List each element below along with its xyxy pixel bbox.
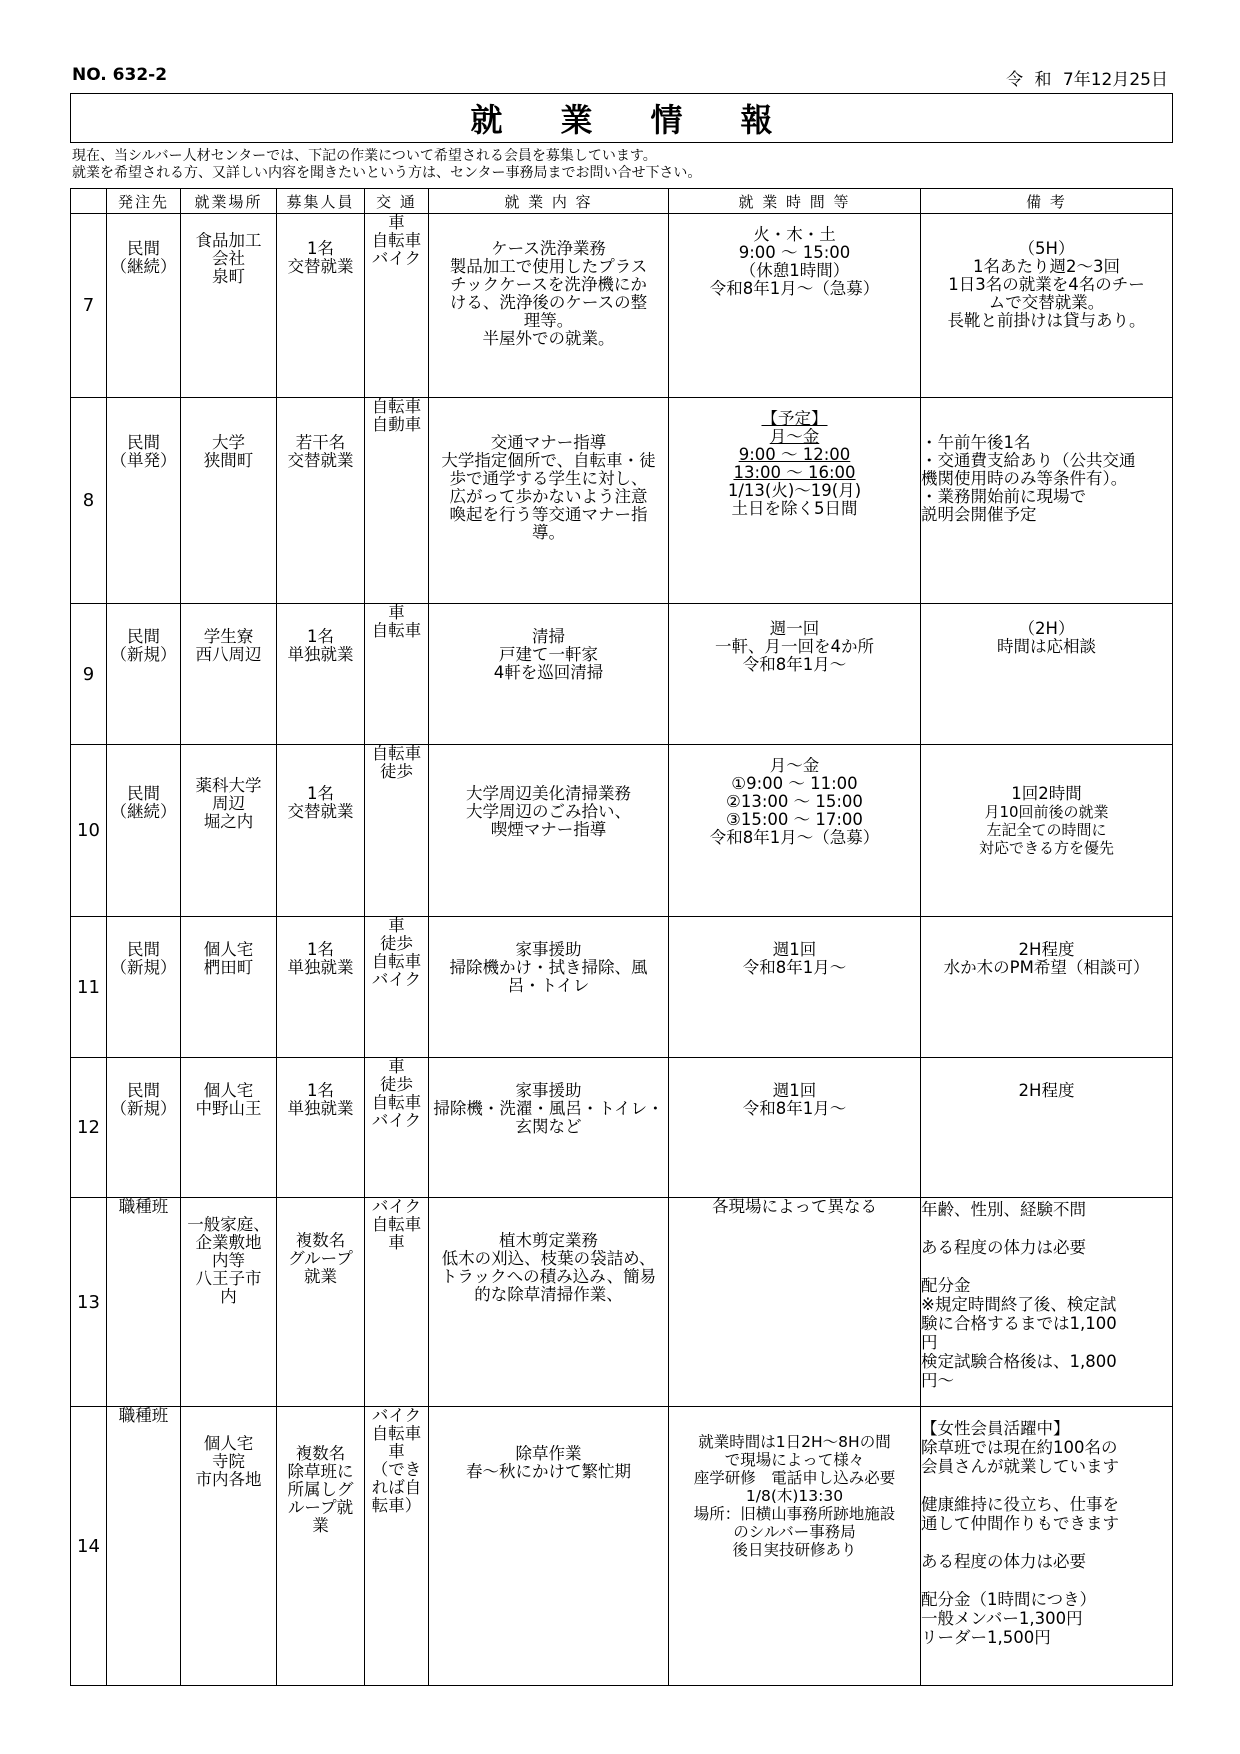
recruit-count: 1名 [307,784,334,803]
practical-training: 後日実技研修あり [732,1541,857,1559]
row-number: 10 [71,745,107,917]
transport-text: 自転車 自動車 [371,397,422,434]
row-number: 12 [71,1058,107,1198]
row-number: 8 [71,398,107,604]
place-cell [181,917,277,1058]
transport-text: 車 自転車 バイク [371,213,422,268]
work-hours: 週1回 [772,1081,817,1100]
work-hours: 各現場によって異なる [712,1197,877,1216]
client-type: 民間 [127,1081,160,1100]
place-name: 個人宅 [203,940,254,959]
col-header-time: 就 業 時 間 等 [669,189,921,214]
work-style: 除草班に 所属しグ ループ就 業 [287,1462,354,1535]
count-cell [277,604,365,745]
col-header-content: 就 業 内 容 [429,189,669,214]
transport-text: バイク 自転車 車 （でき れば自 転車） [371,1406,422,1515]
client-cell [107,604,181,745]
row-number: 7 [71,214,107,398]
place-name: 学生寮 [203,627,254,646]
notes-top: （2H） 時間は応相談 [997,619,1096,656]
table-row [71,604,1173,745]
start-date: 令和8年1月～（急募） [709,828,880,847]
client-cell [107,398,181,604]
recruit-count: 若干名 [295,433,346,452]
place-area: 市内各地 [195,1470,262,1489]
transport-cell [365,745,429,917]
work-style: 単独就業 [287,1099,354,1118]
place-name: 個人宅 [203,1081,254,1100]
count-cell [277,1407,365,1686]
col-header-no [71,189,107,214]
count-cell [277,398,365,604]
client-type: 民間 [127,940,160,959]
job-description: 春～秋にかけて繁忙期 [466,1462,631,1481]
time-cell [669,398,921,604]
row-number: 11 [71,917,107,1058]
col-header-notes: 備 考 [921,189,1173,214]
col-header-client: 発注先 [107,189,181,214]
transport-cell [365,1058,429,1198]
col-header-place: 就業場所 [181,189,277,214]
notes-cell [921,1058,1173,1198]
time-cell [669,745,921,917]
notes-text: 【女性会員活躍中】 除草班では現在約100名の 会員さんが就業しています 健康維持に役立ち、仕事を 通して仲間作りもできます ある程度の体力は必要 配分金（1時間につき） 一般メンバー1,300円 リーダー1,500円 [921,1419,1119,1647]
time-cell [669,1198,921,1407]
notes-top: 1回2時間 [1011,784,1082,803]
client-type: 職種班 [118,1406,169,1425]
job-title: ケース洗浄業務 [491,239,606,258]
place-area: 堀之内 [203,812,254,831]
notes-top: （5H） [1018,239,1075,258]
recruit-count: 複数名 [295,1444,346,1463]
place-area: 八王子市 内 [195,1269,262,1306]
transport-cell [365,1407,429,1686]
work-hours: 火・木・土 9:00 ～ 15:00 （休憩1時間） [738,225,851,280]
work-style: 単独就業 [287,645,354,664]
job-description: 大学指定個所で、自転車・徒 歩で通学する学生に対し、 広がって歩かないよう注意 喚起を行う等交通マナー指 導。 [441,451,656,542]
client-status: （継続） [110,257,177,276]
row-number: 13 [71,1198,107,1407]
place-area: 泉町 [212,267,245,286]
time-cell [669,604,921,745]
notes-cell [921,398,1173,604]
table-row [71,398,1173,604]
time-cell [669,1407,921,1686]
client-type: 職種班 [118,1197,169,1216]
job-table [70,188,1173,1686]
work-style: 交替就業 [287,802,354,821]
notes-cell [921,1198,1173,1407]
recruit-count: 1名 [307,940,334,959]
content-cell [429,1407,669,1686]
client-cell [107,214,181,398]
work-hours: 週1回 [772,940,817,959]
job-title: 家事援助 [515,1081,582,1100]
count-cell [277,917,365,1058]
table-row [71,1198,1173,1407]
client-cell [107,1058,181,1198]
client-status: （新規） [110,1099,177,1118]
place-cell [181,1058,277,1198]
intro-line-2: 就業を希望される方、又詳しい内容を聞きたいという方は、センター事務局までお問い合せ下さい。 [72,165,702,181]
place-cell [181,604,277,745]
job-title: 清掃 [532,627,565,646]
content-cell [429,1058,669,1198]
work-style: 交替就業 [287,451,354,470]
time-cell [669,917,921,1058]
count-cell [277,745,365,917]
job-description: 掃除機・洗濯・風呂・トイレ・ 玄関など [433,1099,664,1136]
transport-cell [365,398,429,604]
place-cell [181,745,277,917]
job-title: 植木剪定業務 [499,1231,598,1250]
content-cell [429,745,669,917]
place-cell [181,1407,277,1686]
notes-cell [921,1407,1173,1686]
place-name: 一般家庭、 企業敷地 内等 [187,1215,270,1270]
place-area: 椚田町 [203,958,254,977]
client-cell [107,1198,181,1407]
client-type: 民間 [127,433,160,452]
notes-cell [921,745,1173,917]
transport-cell [365,604,429,745]
table-row [71,214,1173,398]
work-style: 交替就業 [287,257,354,276]
intro-text [72,148,701,182]
notes-bottom: 月10回前後の就業 左記全ての時間に 対応できる方を優先 [978,803,1114,857]
content-cell [429,214,669,398]
transport-text: 車 自転車 [371,603,422,640]
place-cell [181,398,277,604]
transport-cell [365,1198,429,1407]
place-cell [181,214,277,398]
notes-top: 2H程度 [1018,1081,1075,1100]
col-header-count: 募集人員 [277,189,365,214]
document-number: NO. 632-2 [72,65,168,85]
content-cell [429,398,669,604]
content-cell [429,1198,669,1407]
notes-cell [921,604,1173,745]
training-info: 座学研修 電話申し込み必要 1/8(木)13:30 [693,1469,896,1505]
table-row [71,1058,1173,1198]
client-cell [107,1407,181,1686]
job-description: 低木の刈込、枝葉の袋詰め、 トラックへの積み込み、簡易 的な除草清掃作業、 [440,1249,657,1304]
content-cell [429,917,669,1058]
recruit-count: 1名 [307,1081,334,1100]
client-status: （継続） [110,802,177,821]
transport-text: 車 徒歩 自転車 バイク [371,916,422,989]
job-title: 除草作業 [515,1444,582,1463]
issue-date: 令 和 7年12月25日 [1006,70,1168,90]
client-type: 民間 [127,784,160,803]
recruit-count: 複数名 [295,1231,346,1250]
work-style: 単独就業 [287,958,354,977]
transport-cell [365,917,429,1058]
row-number: 14 [71,1407,107,1686]
training-location: 場所：旧横山事務所跡地施設 のシルバー事務局 [693,1505,896,1541]
client-cell [107,745,181,917]
client-status: （単発） [110,451,177,470]
place-name: 大学 [212,433,245,452]
transport-cell [365,214,429,398]
client-status: （新規） [110,645,177,664]
notes-top: 2H程度 [1018,940,1075,959]
notes-cell [921,917,1173,1058]
table-header-row [71,189,1173,214]
notes-bottom: ・交通費支給あり（公共交通 機関使用時のみ等条件有）。 ・業務開始前に現場で 説明会開催予定 [921,451,1136,524]
table-row [71,917,1173,1058]
client-type: 民間 [127,239,160,258]
start-date: 令和8年1月～ [742,958,847,977]
start-date: 令和8年1月～（急募） [709,279,880,298]
recruit-count: 1名 [307,627,334,646]
job-title: 交通マナー指導 [490,433,607,452]
count-cell [277,1198,365,1407]
client-cell [107,917,181,1058]
work-hours: 月～金 ①9:00 ～ 11:00 ②13:00 ～ 15:00 ③15:00 ～ 17:00 [726,756,863,829]
work-hours: 週一回 一軒、月一回を4か所 [715,619,874,656]
transport-text: 自転車 徒歩 [371,744,422,781]
table-row [71,745,1173,917]
transport-text: バイク 自転車 車 [371,1197,422,1252]
recruit-count: 1名 [307,239,334,258]
work-hours: 【予定】 月～金 9:00 ～ 12:00 13:00 ～ 16:00 [733,409,856,482]
start-date: 令和8年1月～ [742,655,847,674]
notes-bottom: 水か木のPM希望（相談可） [943,958,1150,977]
content-cell [429,604,669,745]
intro-line-1: 現在、当シルバー人材センターでは、下記の作業について希望される会員を募集しています。 [72,148,657,164]
transport-text: 車 徒歩 自転車 バイク [371,1057,422,1130]
job-title: 家事援助 [515,940,582,959]
notes-top: ・午前午後1名 [921,433,1031,452]
work-hours: 就業時間は1日2H～8Hの間 で現場によって様々 [698,1433,891,1469]
work-period: 1/13(火)～19(月) 土日を除く5日間 [727,481,862,518]
job-description: 大学周辺のごみ拾い、 喫煙マナー指導 [466,802,631,839]
time-cell [669,1058,921,1198]
place-area: 狭間町 [203,451,254,470]
place-name: 食品加工 会社 [195,231,262,268]
job-title: 大学周辺美化清掃業務 [466,784,631,803]
count-cell [277,1058,365,1198]
place-name: 個人宅 寺院 [203,1434,254,1471]
start-date: 令和8年1月～ [742,1099,847,1118]
page-title: 就業情報 [70,93,1173,143]
client-type: 民間 [127,627,160,646]
job-description: 戸建て一軒家 4軒を巡回清掃 [493,645,604,682]
table-row [71,1407,1173,1686]
place-area: 中野山王 [195,1099,262,1118]
place-name: 薬科大学 周辺 [195,776,262,813]
job-description: 製品加工で使用したプラス チックケースを洗浄機にか ける、洗浄後のケースの整 理等。 半屋外での就業。 [449,257,648,348]
job-description: 掃除機かけ・拭き掃除、風 呂・トイレ [449,958,648,995]
col-header-transport: 交 通 [365,189,429,214]
time-cell [669,214,921,398]
notes-cell [921,214,1173,398]
place-area: 西八周辺 [195,645,262,664]
place-cell [181,1198,277,1407]
notes-bottom: 1名あたり週2～3回 1日3名の就業を4名のチー ムで交替就業。 長靴と前掛けは貸与あり。 [947,257,1146,330]
work-style: グループ 就業 [288,1249,353,1286]
notes-text: 年齢、性別、経験不問 ある程度の体力は必要 配分金 ※規定時間終了後、検定試 験に合格するまでは1,100 円 検定試験合格後は、1,800 円～ [921,1200,1117,1390]
row-number: 9 [71,604,107,745]
count-cell [277,214,365,398]
client-status: （新規） [110,958,177,977]
